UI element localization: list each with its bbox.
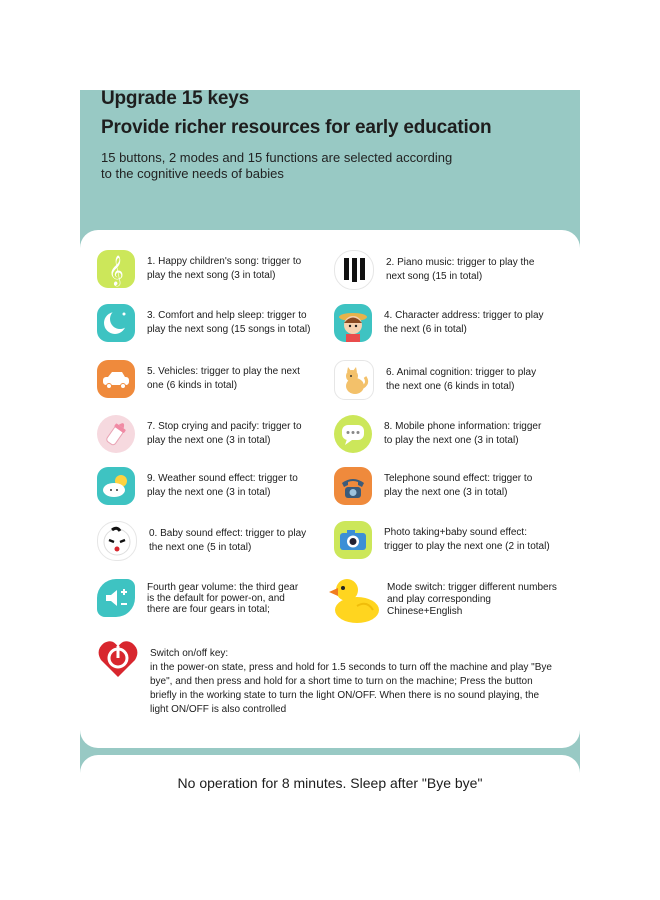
feature-2 xyxy=(334,250,544,290)
footer-text: No operation for 8 minutes. Sleep after "Bye bye" xyxy=(177,774,483,791)
feature-11 xyxy=(97,521,307,561)
feature-3 xyxy=(97,304,322,342)
feature-4-text: 4. Character address: trigger to play the next (6 in total) xyxy=(384,310,544,335)
svg-text:𝄞: 𝄞 xyxy=(108,256,124,286)
duck-icon xyxy=(323,574,383,626)
feature-9 xyxy=(97,467,307,505)
features-card xyxy=(80,230,580,748)
feature-14 xyxy=(323,574,563,626)
baby-bottle-icon xyxy=(97,415,135,453)
feature-3-text: 3. Comfort and help sleep: trigger to play the next song (15 songs in total) xyxy=(147,310,311,335)
feature-2-text: 2. Piano music: trigger to play the next song (15 in total) xyxy=(386,257,535,282)
car-icon xyxy=(97,360,135,398)
volume-icon xyxy=(97,579,135,617)
feature-9-text: 9. Weather sound effect: trigger to play the next one (3 in total) xyxy=(147,473,298,498)
feature-4 xyxy=(334,304,544,342)
feature-8 xyxy=(334,415,549,453)
power-key-body: in the power-on state, press and hold for 1.5 seconds to turn off the machine and play "Bye bye", and then press and hold for a short time to turn on the machine; Press the button briefly in the working state to turn the light ON/OFF. When there is no sound playing, the light ON/OFF is also controlled xyxy=(150,662,552,715)
footer-card xyxy=(80,755,580,810)
weather-icon xyxy=(97,467,135,505)
feature-13 xyxy=(97,579,307,617)
feature-5 xyxy=(97,360,307,398)
feature-12-text: Photo taking+baby sound effect: trigger to play the next one (2 in total) xyxy=(384,527,550,552)
feature-10-text: Telephone sound effect: trigger to play the next one (3 in total) xyxy=(384,473,533,498)
headline-provide: Provide richer resources for early education xyxy=(101,117,492,138)
feature-14-text: Mode switch: trigger different numbers and play corresponding Chinese+English xyxy=(387,582,557,617)
feature-6 xyxy=(334,360,544,400)
music-note-icon xyxy=(97,250,135,288)
telephone-icon xyxy=(334,467,372,505)
chat-bubble-icon xyxy=(334,415,372,453)
feature-10 xyxy=(334,467,544,505)
headline-upgrade: Upgrade 15 keys xyxy=(101,88,250,109)
feature-1-text: 1. Happy children's song: trigger to play the next song (3 in total) xyxy=(147,256,302,281)
camera-icon xyxy=(334,521,372,559)
baby-face-icon xyxy=(97,521,137,561)
subtitle: 15 buttons, 2 modes and 15 functions are selected according to the cognitive needs of babies xyxy=(101,150,453,181)
power-key-title: Switch on/off key: xyxy=(150,648,229,659)
feature-5-text: 5. Vehicles: trigger to play the next one (6 kinds in total) xyxy=(147,366,300,391)
power-key-section xyxy=(97,638,567,728)
piano-keys-icon xyxy=(334,250,374,290)
moon-icon xyxy=(97,304,135,342)
feature-11-text: 0. Baby sound effect: trigger to play the next one (5 in total) xyxy=(149,528,307,553)
cat-icon xyxy=(334,360,374,400)
feature-7-text: 7. Stop crying and pacify: trigger to play the next one (3 in total) xyxy=(147,421,302,446)
feature-1 xyxy=(97,250,307,288)
girl-character-icon xyxy=(334,304,372,342)
feature-12 xyxy=(334,521,554,559)
feature-13-text: Fourth gear volume: the third gear is the default for power-on, and there are four gears in total; xyxy=(147,581,299,615)
power-heart-icon xyxy=(97,638,139,680)
feature-7 xyxy=(97,415,307,453)
feature-8-text: 8. Mobile phone information: trigger to play the next one (3 in total) xyxy=(384,421,542,446)
feature-6-text: 6. Animal cognition: trigger to play the next one (6 kinds in total) xyxy=(386,367,537,392)
